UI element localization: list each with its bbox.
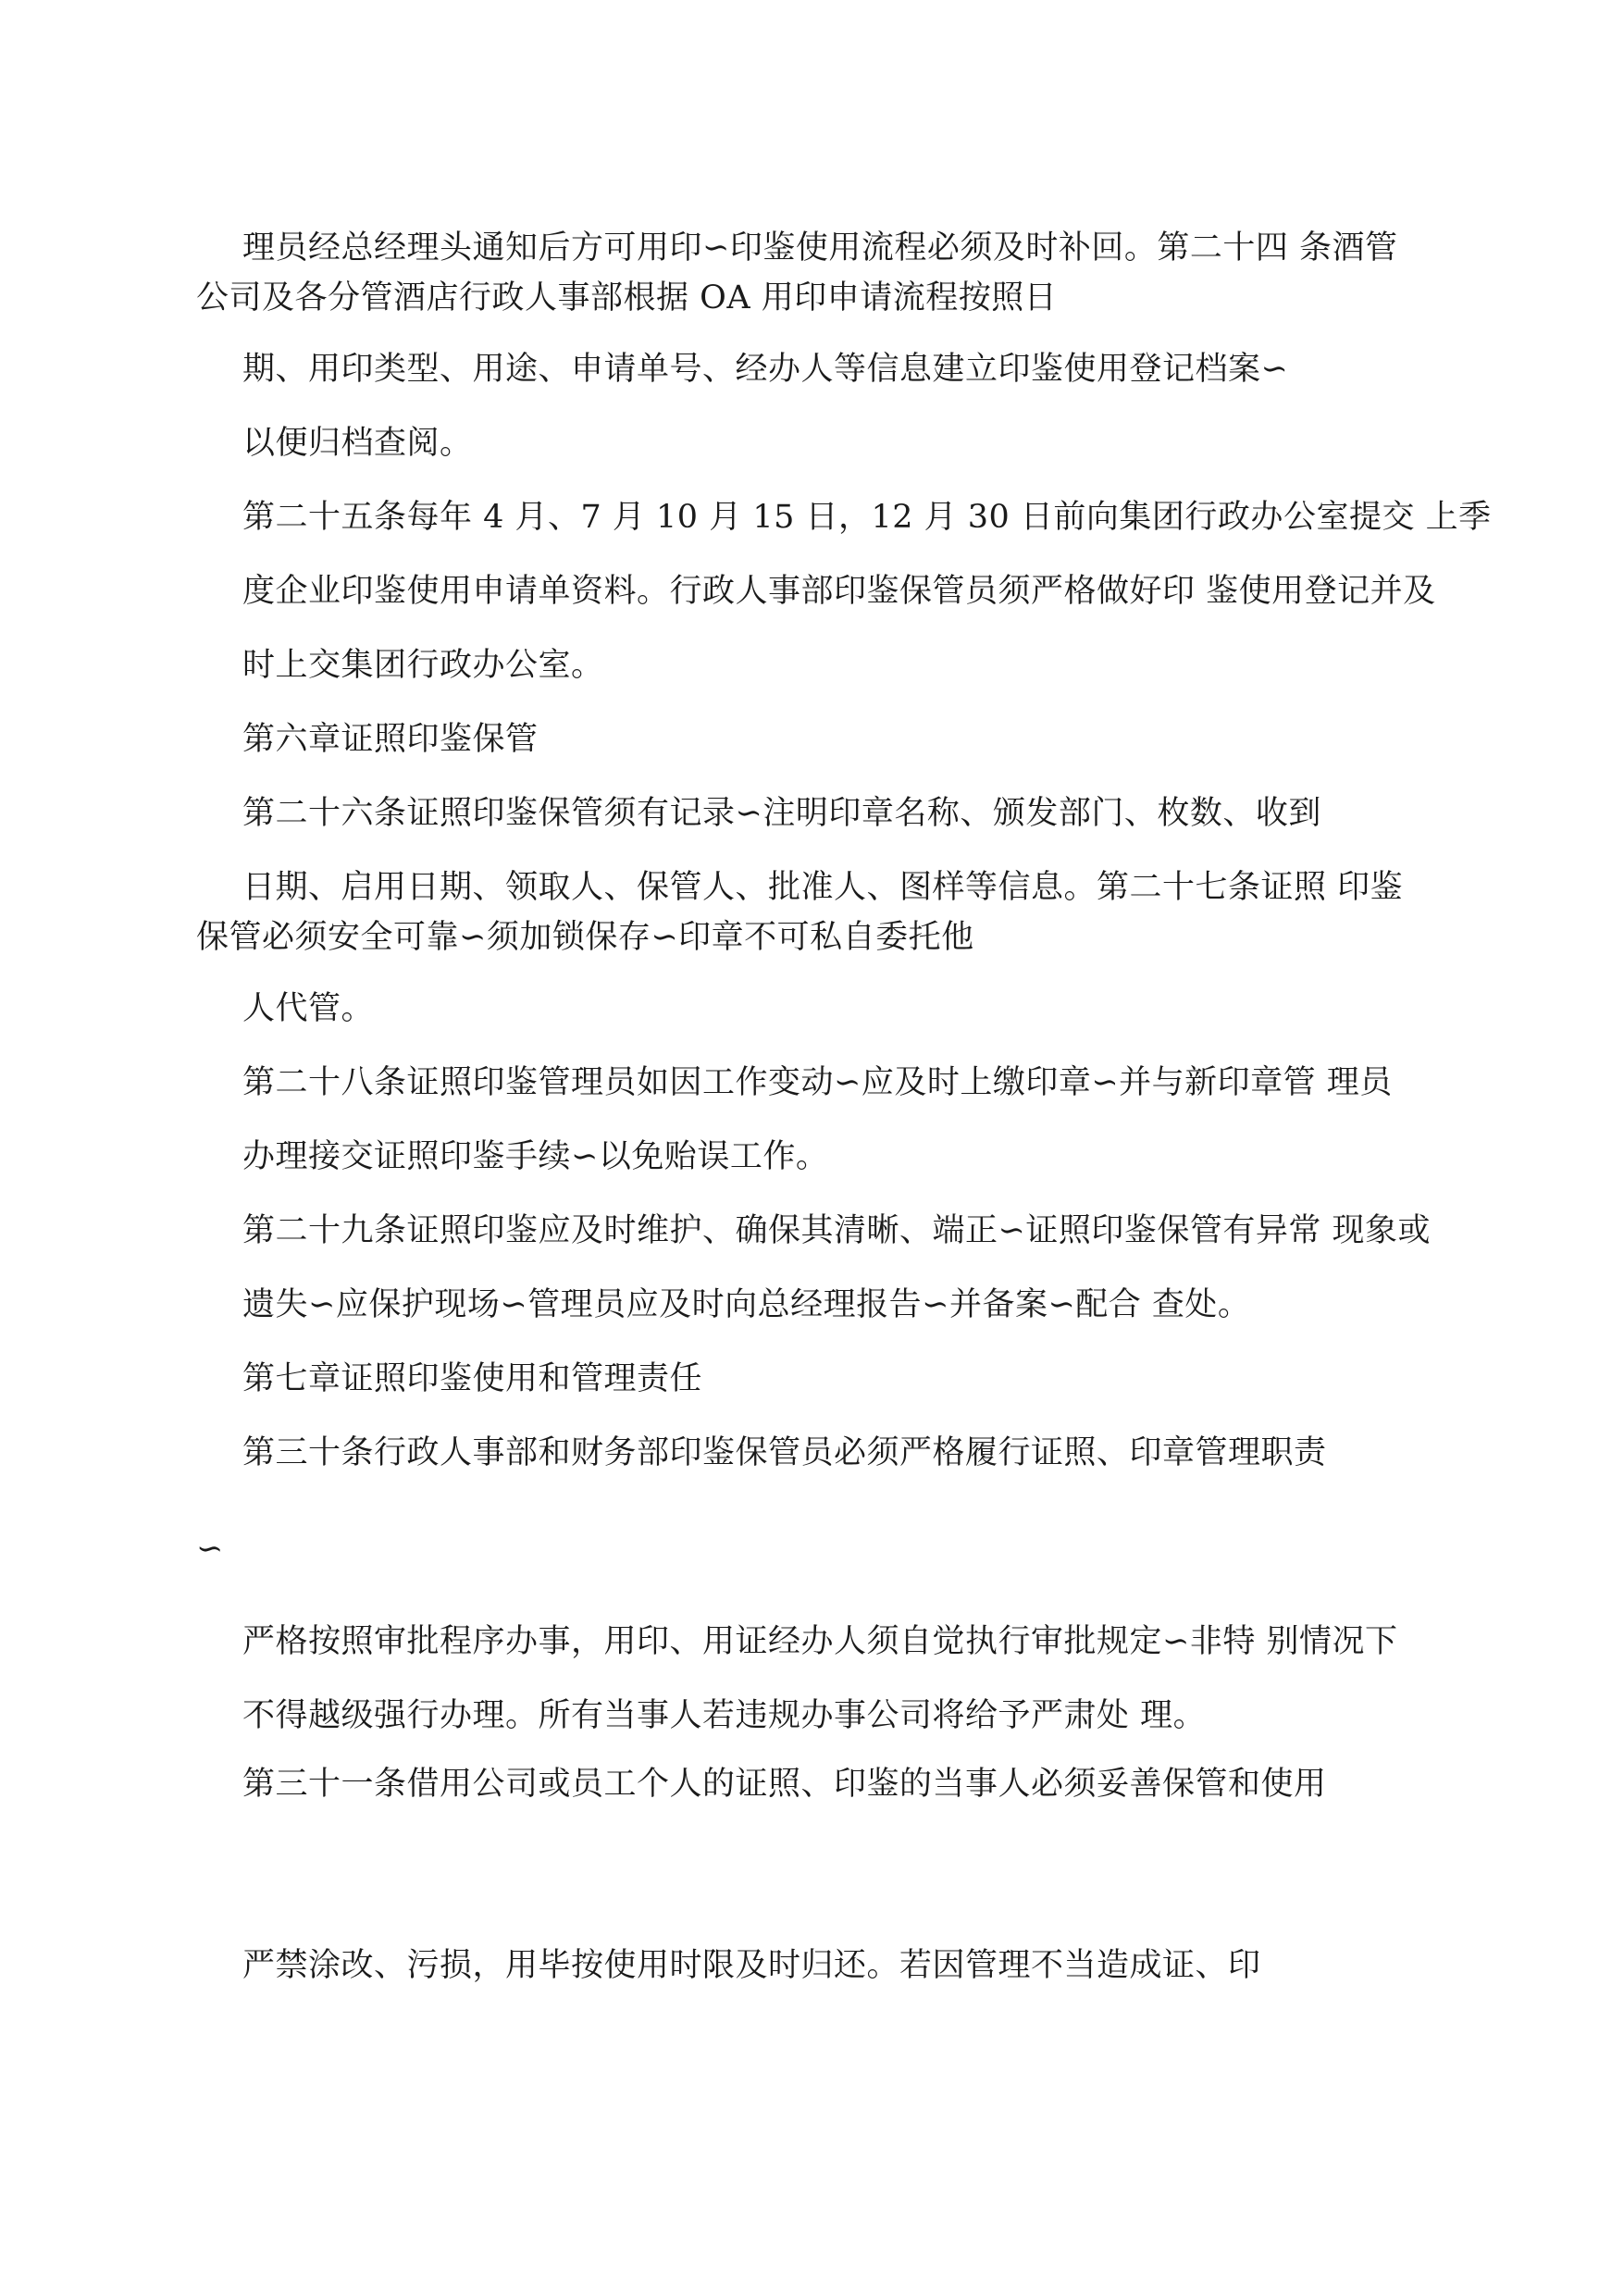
paragraph-line: 时上交集团行政办公室。 (242, 647, 604, 684)
paragraph-line: 保管必须安全可靠∽须加锁保存∽印章不可私自委托他 (196, 919, 974, 956)
paragraph-line: 第二十五条每年 4 月、7 月 10 月 15 日，12 月 30 日前向集团行政办公室提交 上季 (242, 499, 1492, 536)
paragraph-line: 度企业印鉴使用申请单资料。行政人事部印鉴保管员须严格做好印 鉴使用登记并及 (242, 573, 1436, 610)
paragraph-line: 人代管。 (242, 990, 375, 1027)
paragraph-line: 不得越级强行办理。所有当事人若违规办事公司将给予严肃处 理。 (242, 1697, 1207, 1734)
paragraph-line: 公司及各分管酒店行政人事部根据 OA 用印申请流程按照日 (196, 279, 1058, 316)
chapter-heading: 第七章证照印鉴使用和管理责任 (242, 1360, 703, 1397)
paragraph-line: 第三十条行政人事部和财务部印鉴保管员必须严格履行证照、印章管理职责 (242, 1434, 1327, 1471)
paragraph-line: 第二十六条证照印鉴保管须有记录∽注明印章名称、颁发部门、枚数、收到 (242, 795, 1321, 832)
paragraph-line: 期、用印类型、用途、申请单号、经办人等信息建立印鉴使用登记档案∽ (242, 351, 1289, 388)
paragraph-line: 第三十一条借用公司或员工个人的证照、印鉴的当事人必须妥善保管和使用 (242, 1766, 1327, 1803)
paragraph-line: 理员经总经理头通知后方可用印∽印鉴使用流程必须及时补回。第二十四 条酒管 (242, 230, 1398, 267)
paragraph-line: 严禁涂改、污损，用毕按使用时限及时归还。若因管理不当造成证、印 (242, 1947, 1261, 1984)
paragraph-line: 第二十九条证照印鉴应及时维护、确保其清晰、端正∽证照印鉴保管有异常 现象或 (242, 1212, 1431, 1249)
paragraph-line: 第二十八条证照印鉴管理员如因工作变动∽应及时上缴印章∽并与新印章管 理员 (242, 1064, 1393, 1101)
paragraph-line: 严格按照审批程序办事，用印、用证经办人须自觉执行审批规定∽非特 别情况下 (242, 1623, 1398, 1660)
paragraph-line: 遗失∽应保护现场∽管理员应及时向总经理报告∽并备案∽配合 查处。 (242, 1286, 1251, 1323)
paragraph-line: 日期、启用日期、领取人、保管人、批准人、图样等信息。第二十七条证照 印鉴 (242, 869, 1404, 906)
paragraph-line: 办理接交证照印鉴手续∽以免贻误工作。 (242, 1138, 829, 1175)
chapter-heading: 第六章证照印鉴保管 (242, 721, 539, 758)
paragraph-line: ∽ (196, 1531, 224, 1568)
paragraph-line: 以便归档查阅。 (242, 425, 473, 462)
